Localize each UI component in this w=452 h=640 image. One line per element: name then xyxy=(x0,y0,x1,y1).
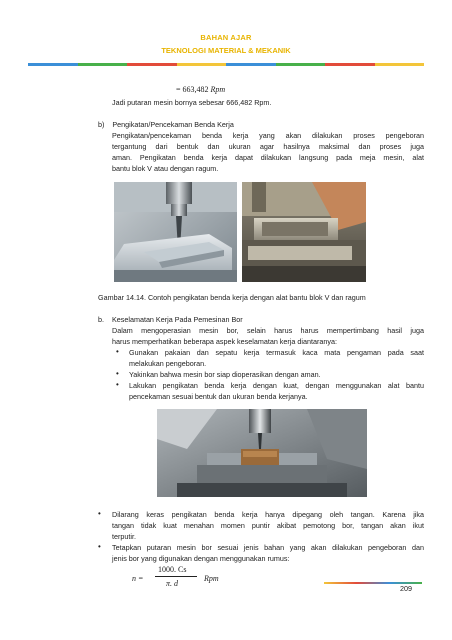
section-b-line: aman. Pengikatan benda kerja dapat dilakukan langsung pada meja mesin, alat xyxy=(112,153,424,162)
section-b-line: bantu blok V atau dengan ragum. xyxy=(112,164,219,173)
safety-bullet-line: Gunakan pakaian dan sepatu kerja termasuk kaca mata pengaman pada saat xyxy=(129,348,424,357)
bottom-bullet-line: Dilarang keras pengikatan benda kerja hanya dipegang oleh tangan. Karena jika xyxy=(112,510,424,519)
header-subtitle: TEKNOLOGI MATERIAL & MEKANIK xyxy=(161,46,291,55)
color-bar-segment xyxy=(276,63,326,66)
bottom-bullet-line: terputir. xyxy=(112,532,136,541)
rpm-sentence: Jadi putaran mesin bornya sebesar 666,482 Rpm. xyxy=(112,98,272,107)
formula-denominator: π. d xyxy=(166,579,179,588)
bullet-marker: • xyxy=(116,380,119,389)
bottom-bullet-line: tangan tidak kuat menahan momen puntir akibat pemotong bor, tangan akan ikut xyxy=(112,521,424,530)
formula-numerator: 1000. Cs xyxy=(158,565,187,574)
figure-caption: Gambar 14.14. Contoh pengikatan benda kerja dengan alat bantu blok V dan ragum xyxy=(98,293,366,302)
calc-result-unit: Rpm xyxy=(210,85,226,94)
formula-fraction-bar xyxy=(155,576,197,577)
photo-v-block-drilling xyxy=(114,182,237,282)
calc-result xyxy=(176,84,225,95)
safety-bullet-line: Yakinkan bahwa mesin bor siap dioperasikan dengan aman. xyxy=(129,370,321,379)
bullet-marker: • xyxy=(116,347,119,356)
header-title: BAHAN AJAR xyxy=(200,33,252,42)
color-bar-segment xyxy=(375,63,425,66)
safety-intro-line: Dalam mengoperasian mesin bor, selain harus harus mempertimbang hasil juga xyxy=(112,326,424,335)
bottom-bullet-line: jenis bor yang digunakan dengan menggunakan rumus: xyxy=(112,554,290,563)
safety-intro-line: harus memperhatikan beberapa aspek keselamatan kerja diantaranya: xyxy=(112,337,337,346)
color-bar-segment xyxy=(127,63,177,66)
bullet-marker: • xyxy=(98,509,101,518)
header-color-bar xyxy=(28,63,424,66)
bottom-bullet-line: Tetapkan putaran mesin bor sesuai jenis bahan yang akan dilakukan pengeboran dan xyxy=(112,543,424,552)
safety-bullet-line: pencekaman sesuai bentuk dan ukuran benda kerjanya. xyxy=(129,392,308,401)
color-bar-segment xyxy=(28,63,78,66)
calc-result-value: = 663,482 xyxy=(176,85,209,94)
color-bar-segment xyxy=(177,63,227,66)
section-b-line: Pengikatan/pencekaman benda kerja yang akan dilakukan proses pengeboran xyxy=(112,131,424,140)
color-bar-segment xyxy=(78,63,128,66)
page-number: 209 xyxy=(400,584,412,593)
section-b-line: tergantung dari bentuk dan ukuran agar hasilnya maksimal dan proses juga xyxy=(112,142,424,151)
photo-vise-clamping xyxy=(242,182,366,282)
safety-bullet-line: Lakukan pengikatan benda kerja dengan kuat, dengan menggunakan alat bantu xyxy=(129,381,424,390)
photo-drilling-in-vise xyxy=(157,409,367,497)
color-bar-segment xyxy=(226,63,276,66)
formula-lhs: n = xyxy=(132,574,144,583)
section-b-heading: b) Pengikatan/Pencekaman Benda Kerja xyxy=(98,120,234,129)
bullet-marker: • xyxy=(98,542,101,551)
color-bar-segment xyxy=(325,63,375,66)
bullet-marker: • xyxy=(116,369,119,378)
formula-unit: Rpm xyxy=(204,574,219,583)
safety-bullet-line: melakukan pengeboran. xyxy=(129,359,207,368)
safety-heading: b. Keselamatan Kerja Pada Pemesinan Bor xyxy=(98,315,243,324)
